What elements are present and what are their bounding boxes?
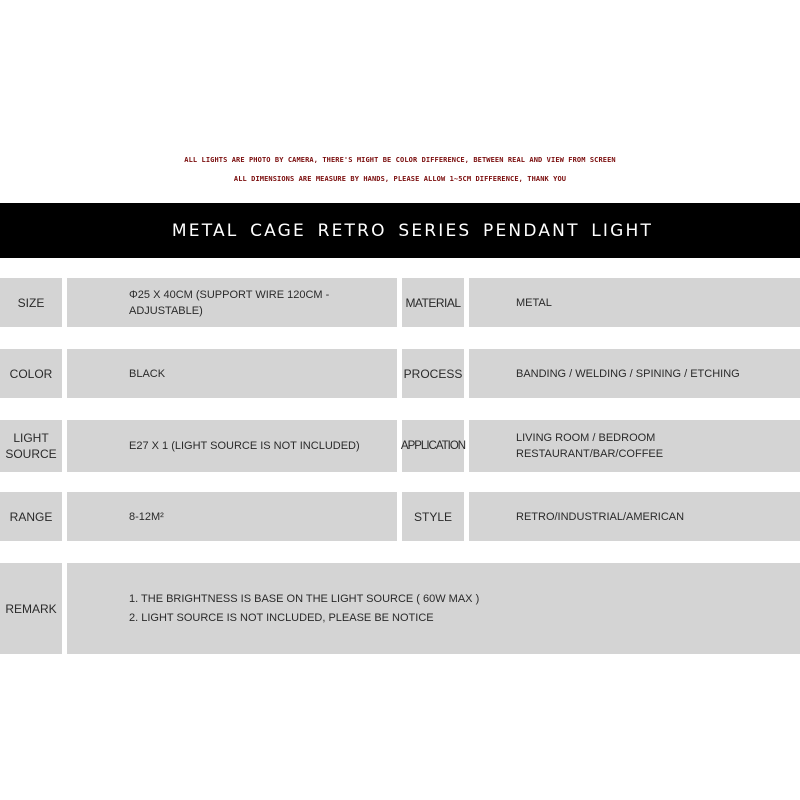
process-value: BANDING / WELDING / SPINING / ETCHING — [469, 349, 800, 398]
range-label: RANGE — [0, 492, 62, 541]
light-source-value: E27 X 1 (LIGHT SOURCE IS NOT INCLUDED) — [67, 420, 397, 472]
dimension-disclaimer: ALL DIMENSIONS ARE MEASURE BY HANDS, PLEASE ALLOW 1~5CM DIFFERENCE, THANK YOU — [233, 175, 567, 183]
remark-value — [67, 563, 800, 654]
style-value: RETRO/INDUSTRIAL/AMERICAN — [469, 492, 800, 541]
material-label: MATERIAL — [402, 278, 464, 327]
light-source-label-line1: LIGHT — [13, 431, 49, 445]
size-label: SIZE — [0, 278, 62, 327]
remark-line-1: 1. THE BRIGHTNESS IS BASE ON THE LIGHT SOURCE ( 60W MAX ) — [129, 593, 480, 605]
application-value — [469, 420, 800, 472]
light-source-label — [0, 420, 62, 472]
size-value: Φ25 X 40CM (SUPPORT WIRE 120CM - ADJUSTABLE) — [67, 278, 397, 327]
material-value: METAL — [469, 278, 800, 327]
color-value: BLACK — [67, 349, 397, 398]
product-title: METAL CAGE RETRO SERIES PENDANT LIGHT — [171, 220, 654, 241]
application-value-line1: LIVING ROOM / BEDROOM — [516, 432, 656, 444]
title-banner — [0, 203, 800, 258]
application-label: APPLICATION — [402, 420, 464, 472]
photo-disclaimer: ALL LIGHTS ARE PHOTO BY CAMERA, THERE'S MIGHT BE COLOR DIFFERENCE, BETWEEN REAL AND VIEW FROM SCREEN — [184, 156, 616, 164]
style-label: STYLE — [402, 492, 464, 541]
range-value: 8-12M² — [67, 492, 397, 541]
process-label: PROCESS — [402, 349, 464, 398]
remark-label: REMARK — [0, 563, 62, 654]
application-value-line2: RESTAURANT/BAR/COFFEE — [516, 448, 664, 460]
color-label: COLOR — [0, 349, 62, 398]
remark-line-2: 2. LIGHT SOURCE IS NOT INCLUDED, PLEASE BE NOTICE — [129, 612, 434, 624]
light-source-label-line2: SOURCE — [5, 447, 57, 461]
